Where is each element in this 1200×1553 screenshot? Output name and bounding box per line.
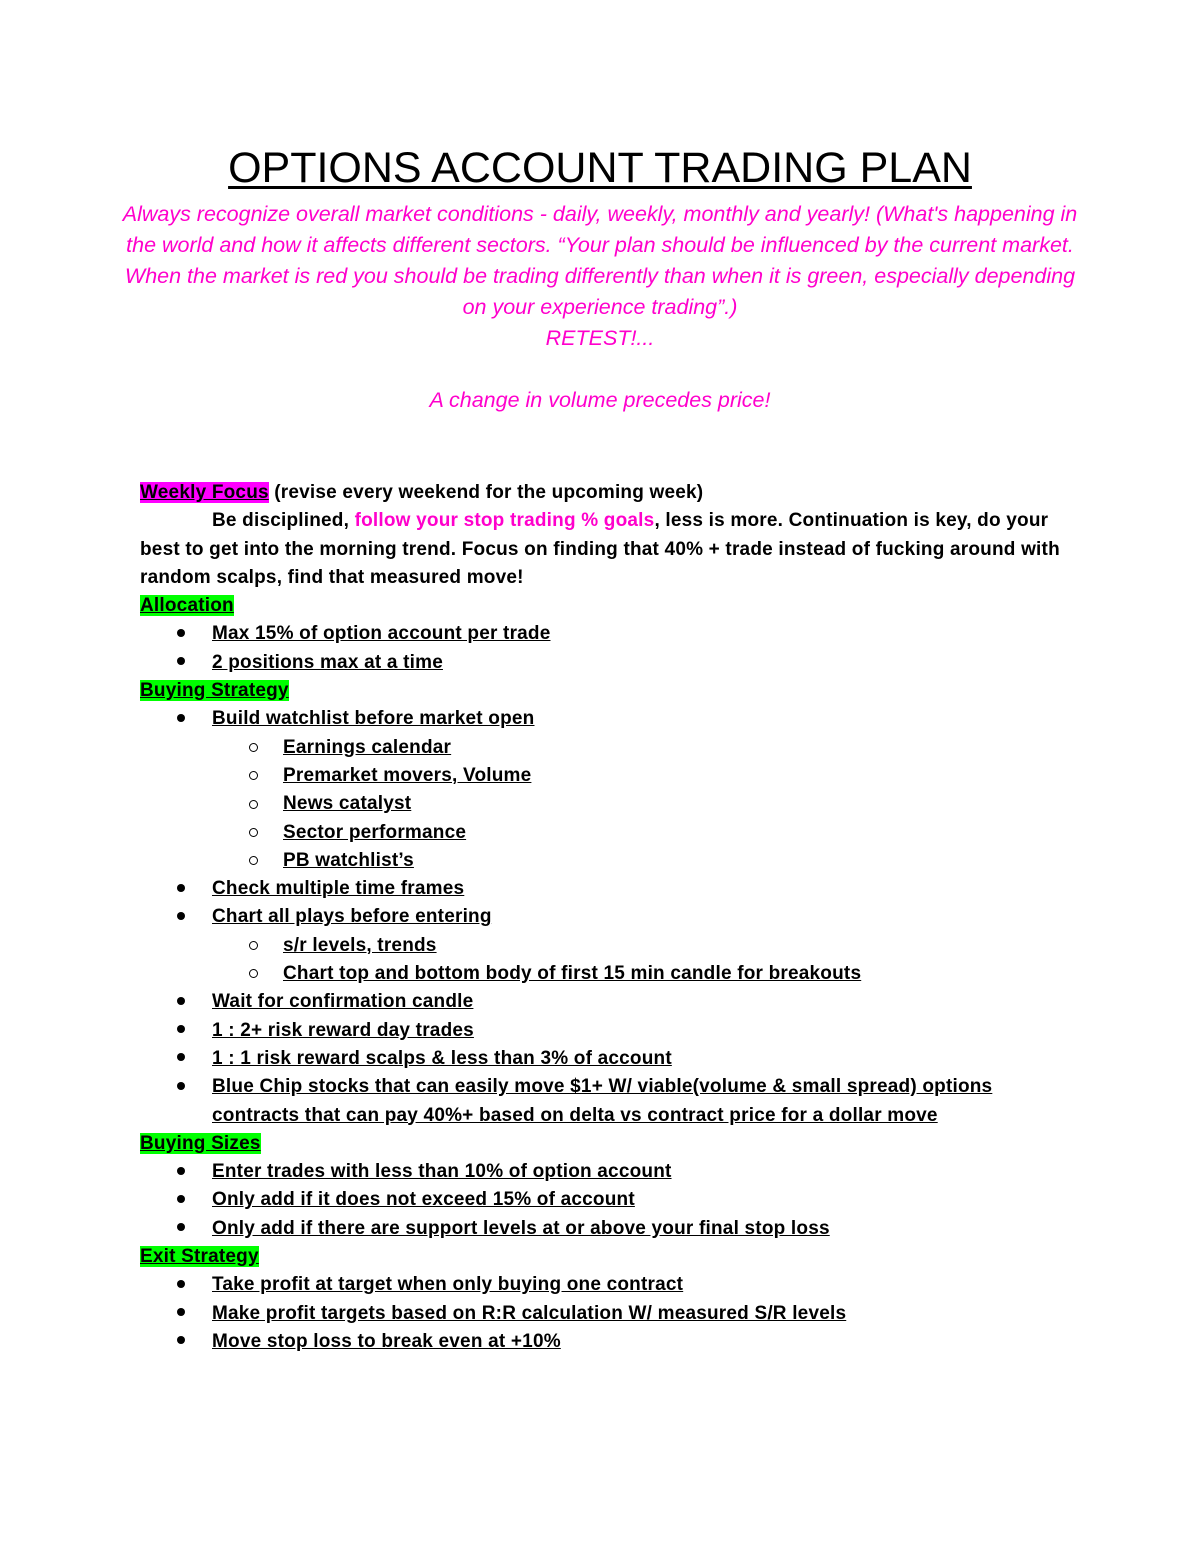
list-item: [140, 649, 1060, 677]
bullet-icon: [174, 1300, 188, 1328]
bullet-icon: [174, 1158, 188, 1186]
plan-body: [140, 479, 1060, 1356]
circle-bullet-icon: [246, 847, 260, 875]
bullet-icon: [174, 1328, 188, 1356]
bullet-icon: [174, 988, 188, 1016]
bullet-icon: [174, 875, 188, 903]
list-item-text: Blue Chip stocks that can easily move $1+ W/ viable(volume & small spread) options contracts that can pay 40%+ based on delta vs contract price for a dollar move: [212, 1076, 993, 1126]
sub-list-item: [140, 790, 1060, 818]
list-item-text: Premarket movers, Volume: [283, 764, 532, 786]
list-item-text: Chart top and bottom body of first 15 min candle for breakouts: [283, 963, 862, 985]
list-item: [140, 1017, 1060, 1045]
bullet-icon: [174, 1017, 188, 1045]
page-title: OPTIONS ACCOUNT TRADING PLAN: [228, 144, 972, 192]
list-item: [140, 620, 1060, 648]
list-item-text: s/r levels, trends: [283, 934, 437, 956]
volume-note: A change in volume precedes price!: [429, 388, 771, 412]
weekly-focus-heading-line: [140, 479, 1060, 507]
buying-strategy-list: [140, 705, 1060, 1129]
list-item: [140, 1271, 1060, 1299]
circle-bullet-icon: [246, 960, 260, 988]
list-item-text: 2 positions max at a time: [212, 651, 443, 673]
allocation-heading-line: [140, 592, 1060, 620]
list-item: [140, 705, 1060, 733]
bullet-icon: [174, 1186, 188, 1214]
list-item-text: Enter trades with less than 10% of option account: [212, 1161, 672, 1183]
list-item-text: Chart all plays before entering: [212, 906, 492, 928]
bullet-icon: [174, 1215, 188, 1243]
buying-strategy-heading: Buying Strategy: [140, 680, 289, 702]
list-item-text: Earnings calendar: [283, 736, 452, 758]
weekly-focus-heading: Weekly Focus: [140, 482, 269, 503]
list-item-text: Make profit targets based on R:R calculation W/ measured S/R levels: [212, 1302, 847, 1324]
circle-bullet-icon: [246, 790, 260, 818]
exit-strategy-heading-line: [140, 1243, 1060, 1271]
list-item: [140, 1328, 1060, 1356]
weekly-focus-text-start: Be disciplined,: [212, 510, 355, 532]
weekly-focus-text-end: , less is more. Continuation is key, do your best to get into the morning trend. Focus on finding that 40% + trade instead of fucking around with random scalps, find that measured move!: [140, 510, 1060, 588]
list-item: [140, 875, 1060, 903]
sub-list-item: [140, 819, 1060, 847]
market-conditions-paragraph: Always recognize overall market conditions - daily, weekly, monthly and yearly! (What's happening in the world and how it affects different sectors. “Your plan should be influenced by the current market. When the market is red you should be trading differently than when it is green, especially depending on your experience trading”.): [122, 202, 1078, 319]
list-item: [140, 1186, 1060, 1214]
list-item: [140, 1045, 1060, 1073]
allocation-heading: Allocation: [140, 595, 234, 617]
buying-strategy-heading-line: [140, 677, 1060, 705]
list-item-text: Only add if it does not exceed 15% of account: [212, 1189, 635, 1211]
list-item-text: Check multiple time frames: [212, 878, 465, 900]
sub-list-item: [140, 762, 1060, 790]
weekly-focus-text: [140, 507, 1060, 592]
weekly-focus-note: (revise every weekend for the upcoming week): [268, 482, 704, 503]
list-item-text: Move stop loss to break even at +10%: [212, 1330, 561, 1352]
list-item-text: 1 : 2+ risk reward day trades: [212, 1019, 474, 1041]
bullet-icon: [174, 1073, 188, 1101]
list-item-text: News catalyst: [283, 793, 412, 815]
bullet-icon: [174, 705, 188, 733]
list-item-text: 1 : 1 risk reward scalps & less than 3% of account: [212, 1047, 672, 1069]
list-item-text: Max 15% of option account per trade: [212, 623, 551, 645]
circle-bullet-icon: [246, 734, 260, 762]
weekly-focus-highlight: follow your stop trading % goals: [354, 510, 655, 532]
list-item: [140, 988, 1060, 1016]
sub-list-item: [140, 960, 1060, 988]
exit-strategy-heading: Exit Strategy: [140, 1246, 259, 1268]
buying-sizes-heading-line: [140, 1130, 1060, 1158]
circle-bullet-icon: [246, 819, 260, 847]
spacer: [120, 354, 1080, 385]
list-item-text: Take profit at target when only buying one contract: [212, 1274, 684, 1296]
list-item: [140, 1158, 1060, 1186]
intro-block: [120, 199, 1080, 416]
buying-sizes-list: [140, 1158, 1060, 1243]
bullet-icon: [174, 903, 188, 931]
list-item-text: Only add if there are support levels at or above your final stop loss: [212, 1217, 830, 1239]
list-item: [140, 1215, 1060, 1243]
list-item-text: Wait for confirmation candle: [212, 991, 474, 1013]
list-item-text: PB watchlist’s: [283, 849, 414, 871]
list-item: [140, 903, 1060, 931]
bullet-icon: [174, 1271, 188, 1299]
list-item-text: Build watchlist before market open: [212, 708, 535, 730]
list-item: [140, 1073, 1060, 1130]
allocation-list: [140, 620, 1060, 677]
bullet-icon: [174, 620, 188, 648]
buying-sizes-heading: Buying Sizes: [140, 1132, 261, 1154]
exit-strategy-list: [140, 1271, 1060, 1356]
retest-note: RETEST!...: [545, 326, 655, 350]
sub-list-item: [140, 932, 1060, 960]
bullet-icon: [174, 649, 188, 677]
sub-list-item: [140, 847, 1060, 875]
circle-bullet-icon: [246, 932, 260, 960]
sub-list-item: [140, 734, 1060, 762]
circle-bullet-icon: [246, 762, 260, 790]
list-item: [140, 1300, 1060, 1328]
list-item-text: Sector performance: [283, 821, 467, 843]
bullet-icon: [174, 1045, 188, 1073]
